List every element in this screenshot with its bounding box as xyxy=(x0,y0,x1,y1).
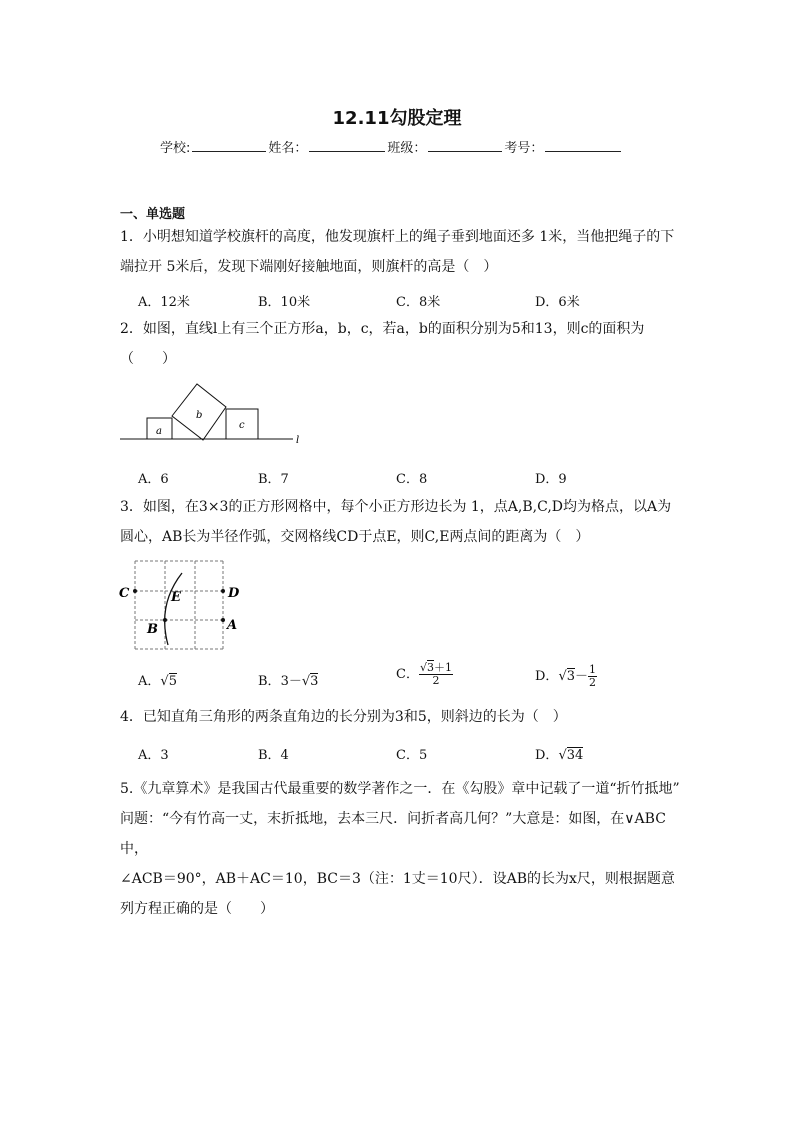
label-b: b xyxy=(196,410,203,421)
question-4-text: 4．已知直角三角形的两条直角边的长分别为3和5，则斜边的长为（ ） xyxy=(120,709,567,725)
option-d[interactable]: D．√34 xyxy=(535,748,584,763)
label-b: B xyxy=(147,622,158,637)
label-l: l xyxy=(296,435,300,446)
question-4-options xyxy=(138,744,618,766)
option-b[interactable]: B．10米 xyxy=(258,295,311,310)
option-c[interactable]: C．8米 xyxy=(396,295,441,310)
question-5-line2: 问题：“今有竹高一丈，末折抵地，去本三尺．问折者高几何？”大意是：如图，在∨ABC中， xyxy=(120,811,666,857)
option-c[interactable]: C．8 xyxy=(396,472,428,487)
school-field[interactable] xyxy=(192,139,266,152)
question-5 xyxy=(120,774,680,924)
question-4 xyxy=(120,702,680,732)
grid-figure xyxy=(115,555,245,655)
option-a[interactable]: A．√5 xyxy=(138,674,177,689)
label-a: a xyxy=(156,426,162,437)
arc xyxy=(165,573,182,645)
question-3 xyxy=(120,492,680,552)
label-a: A xyxy=(227,618,238,633)
class-label: 班级： xyxy=(387,141,427,156)
page-title: 12.11勾股定理 xyxy=(332,108,462,129)
question-2-line1: 2．如图，直线l上有三个正方形a，b，c，若a，b的面积分别为5和13，则c的面积为 xyxy=(120,321,645,337)
option-a[interactable]: A．6 xyxy=(138,472,169,487)
option-d[interactable]: D．9 xyxy=(535,472,567,487)
question-2-line2: （ ） xyxy=(120,351,176,367)
student-info-line xyxy=(160,137,640,156)
option-d[interactable]: D．√3－ $\frac{1}{2}$ xyxy=(535,663,597,689)
section-heading: 一、单选题 xyxy=(120,207,186,222)
point-d xyxy=(221,589,225,593)
question-5-line3: ∠ACB＝90°，AB＋AC＝10，BC＝3（注：1丈＝10尺）．设AB的长为x尺，则根据题意 xyxy=(120,871,675,887)
exam-no-label: 考号： xyxy=(504,141,544,156)
point-c xyxy=(133,589,137,593)
question-1 xyxy=(120,222,680,282)
question-3-line2: 圆心，AB长为半径作弧，交网格线CD于点E，则C,E两点间的距离为（ ） xyxy=(120,529,590,545)
option-a[interactable]: A．12米 xyxy=(138,295,190,310)
question-1-options xyxy=(138,291,618,313)
label-d: D xyxy=(228,586,240,601)
option-b[interactable]: B．4 xyxy=(258,748,289,763)
label-e: E xyxy=(171,590,181,605)
option-b[interactable]: B．7 xyxy=(258,472,289,487)
option-a[interactable]: A．3 xyxy=(138,748,169,763)
option-c[interactable]: C． $\frac{√3+1}{2}$ xyxy=(396,661,452,687)
option-c[interactable]: C．5 xyxy=(396,748,428,763)
question-3-options xyxy=(138,661,618,696)
question-1-line2: 端拉开 5米后，发现下端刚好接触地面，则旗杆的高是（ ） xyxy=(120,259,498,275)
question-5-line4: 列方程正确的是（ ） xyxy=(120,901,274,917)
name-field[interactable] xyxy=(309,139,385,152)
question-5-line1: 5.《九章算术》是我国古代最重要的数学著作之一．在《勾股》章中记载了一道“折竹抵地” xyxy=(120,781,680,797)
question-3-line1: 3．如图，在3×3的正方形网格中，每个小正方形边长为 1，点A,B,C,D均为格点，以A为 xyxy=(120,499,672,515)
name-label: 姓名： xyxy=(268,141,308,156)
option-b[interactable]: B．3－√3 xyxy=(258,674,319,689)
class-field[interactable] xyxy=(428,139,502,152)
point-a xyxy=(221,618,225,622)
label-c: c xyxy=(239,420,245,431)
question-2 xyxy=(120,314,680,374)
point-b xyxy=(163,618,167,622)
school-label: 学校: xyxy=(160,141,191,156)
option-d[interactable]: D．6米 xyxy=(535,295,580,310)
exam-no-field[interactable] xyxy=(545,139,621,152)
label-c: C xyxy=(119,586,130,601)
question-2-options xyxy=(138,468,618,490)
question-1-line1: 1．小明想知道学校旗杆的高度，他发现旗杆上的绳子垂到地面还多 1米，当他把绳子的下 xyxy=(120,229,675,245)
squares-figure xyxy=(115,380,315,450)
